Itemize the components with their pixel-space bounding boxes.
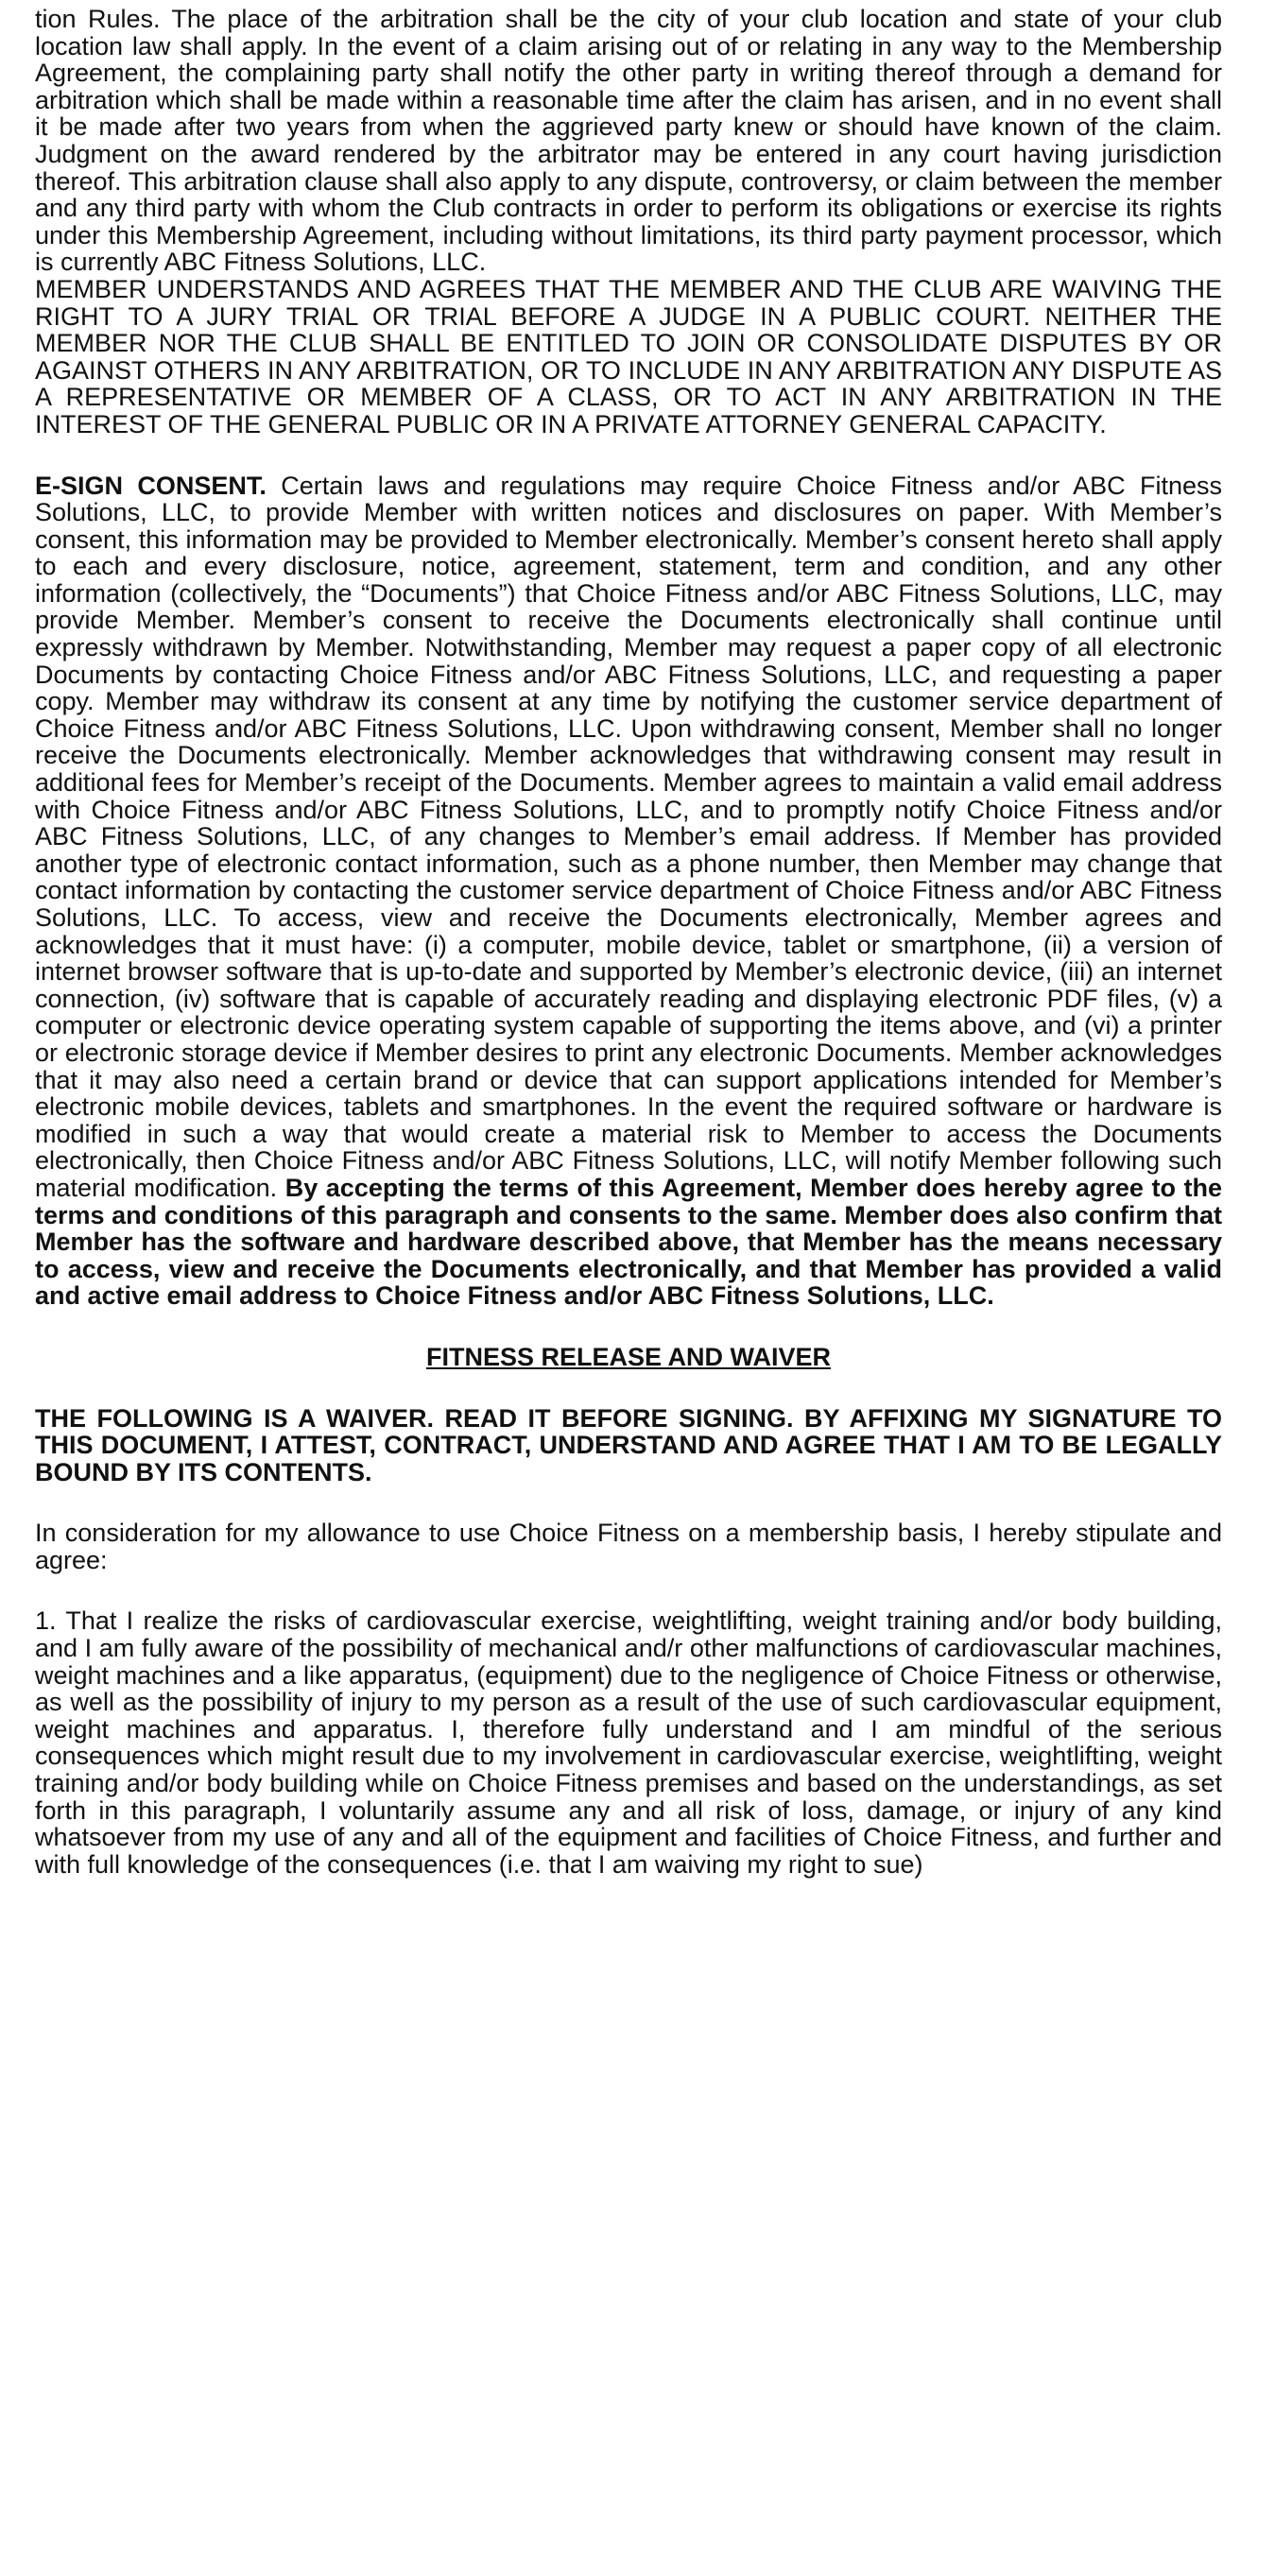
esign-consent-bold-tail: By accepting the terms of this Agreement, Member does hereby agree to the terms and conditions of this paragraph and consents to the same. Member does also confirm that Member has the software and hardware described above, that Member has the means necessary to access, view and receive the Documents electronically, and that Member has provided a valid and active email address to Choice Fitness and/or ABC Fitness Solutions, LLC. [35,1173,1223,1311]
spacer [35,1573,1222,1607]
arbitration-paragraph: tion Rules. The place of the arbitration shall be the city of your club location and state of your club location law shall apply. In the event of a claim arising out of or relating in any way to the Membership Agreement, the complaining party shall notify the other party in writing thereof through a demand for arbitration which shall be made within a reasonable time after the claim has arisen, and in no event shall it be made after two years from when the aggrieved party knew or should have known of the claim. Judgment on the award rendered by the arbitrator may be entered in any court having jurisdiction thereof. This arbitration clause shall also apply to any dispute, controversy, or claim between the member and any third party with whom the Club contracts in order to perform its obligations or exercise its rights under this Membership Agreement, including without limitations, its third party payment processor, which is currently ABC Fitness Solutions, LLC. [35,5,1222,277]
waiver-warning: THE FOLLOWING IS A WAIVER. READ IT BEFORE SIGNING. BY AFFIXING MY SIGNATURE TO THIS DOCUMENT, I ATTEST, CONTRACT, UNDERSTAND AND AGREE THAT I AM TO BE LEGALLY BOUND BY ITS CONTENTS. [35,1403,1222,1486]
spacer [35,438,1222,472]
waiver-heading: FITNESS RELEASE AND WAIVER [425,1342,832,1371]
spacer [35,1371,1222,1405]
consideration-paragraph: In consideration for my allowance to use Choice Fitness on a membership basis, I hereby stipulate and agree: [35,1519,1222,1574]
esign-consent-paragraph [35,472,1222,1310]
spacer [35,1310,1222,1344]
jury-waiver-paragraph: MEMBER UNDERSTANDS AND AGREES THAT THE MEMBER AND THE CLUB ARE WAIVING THE RIGHT TO A JURY TRIAL OR TRIAL BEFORE A JUDGE IN A PUBLIC COURT. NEITHER THE MEMBER NOR THE CLUB SHALL BE ENTITLED TO JOIN OR CONSOLIDATE DISPUTES BY OR AGAINST OTHERS IN ANY ARBITRATION, OR TO INCLUDE IN ANY ARBITRATION ANY DISPUTE AS A REPRESENTATIVE OR MEMBER OF A CLASS, OR TO ACT IN ANY ARBITRATION IN THE INTEREST OF THE GENERAL PUBLIC OR IN A PRIVATE ATTORNEY GENERAL CAPACITY. [35,274,1222,438]
esign-consent-label: E-SIGN CONSENT. [35,471,267,500]
esign-consent-body: Certain laws and regulations may require Choice Fitness and/or ABC Fitness Solutions, LLC, to provide Member with written notices and disclosures on paper. With Member’s consent, this information may be provided to Member electronically. Member’s consent hereto shall apply to each and every disclosure, notice, agreement, statement, term and condition, and any other information (collectively, the “Documents”) that Choice Fitness and/or ABC Fitness Solutions, LLC, may provide Member. Member’s consent to receive the Documents electronically shall continue until expressly withdrawn by Member. Notwithstanding, Member may request a paper copy of all electronic Documents by contacting Choice Fitness and/or ABC Fitness Solutions, LLC, and requesting a paper copy. Member may withdraw its consent at any time by notifying the customer service department of Choice Fitness and/or ABC Fitness Solutions, LLC. Upon withdrawing consent, Member shall no longer receive the Documents electronically. Member acknowledges that withdrawing consent may result in additional fees for Member’s receipt of the Documents. Member agrees to maintain a valid email address with Choice Fitness and/or ABC Fitness Solutions, LLC, and to promptly notify Choice Fitness and/or ABC Fitness Solutions, LLC, of any changes to Member’s email address. If Member has provided another type of electronic contact information, such as a phone number, then Member may change that contact information by contacting the customer service department of Choice Fitness and/or ABC Fitness Solutions, LLC. To access, view and receive the Documents electronically, Member agrees and acknowledges that it must have: (i) a computer, mobile device, tablet or smartphone, (ii) a version of internet browser software that is up-to-date and supported by Member’s electronic device, (iii) an internet connection, (iv) software that is capable of accurately reading and displaying electronic PDF files, (v) a computer or electronic device operating system capable of supporting the items above, and (vi) a printer or electronic storage device if Member desires to print any electronic Documents. Member acknowledges that it may also need a certain brand or device that can support applications intended for Member’s electronic mobile devices, tablets and smartphones. In the event the required software or hardware is modified in such a way that would create a material risk to Member to access the Documents electronically, then Choice Fitness and/or ABC Fitness Solutions, LLC, will notify Member following such material modification. [35,471,1222,1202]
spacer [35,1485,1222,1520]
waiver-item-1: 1. That I realize the risks of cardiovascular exercise, weightlifting, weight training and/or body building, and I am fully aware of the possibility of mechanical and/r other malfunctions of cardiovascular machines, weight machines and a like apparatus, (equipment) due to the negligence of Choice Fitness or otherwise, as well as the possibility of injury to my person as a result of the use of such cardiovascular equipment, weight machines and apparatus. I, therefore fully understand and I am mindful of the serious consequences which might result due to my involvement in cardiovascular exercise, weightlifting, weight training and/or body building while on Choice Fitness premises and based on the understandings, as set forth in this paragraph, I voluntarily assume any and all risk of loss, damage, or injury of any kind whatsoever from my use of any and all of the equipment and facilities of Choice Fitness, and further and with full knowledge of the consequences (i.e. that I am waiving my right to sue) [35,1606,1222,1879]
document-page [35,6,1222,1878]
